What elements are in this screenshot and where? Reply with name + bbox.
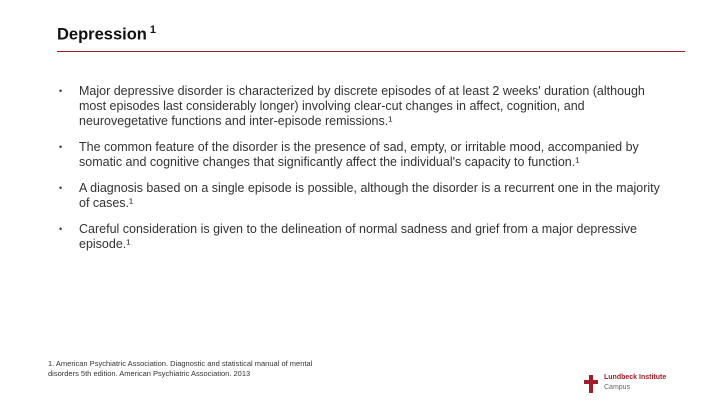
logo-subtext: Campus: [604, 384, 631, 391]
title-text: Depression: [57, 25, 147, 44]
logo-mark-icon: [584, 375, 598, 393]
title-divider: [57, 51, 685, 52]
footnote: [48, 359, 388, 379]
bullet-item: [57, 181, 667, 211]
bullet-item: [57, 222, 667, 252]
lundbeck-logo: [584, 374, 674, 396]
logo-text: Lundbeck Institute: [604, 374, 667, 381]
bullet-text: A diagnosis based on a single episode is possible, although the disorder is a recurrent one in the majority of cases.¹: [79, 181, 660, 210]
bullet-marker: •: [59, 86, 63, 96]
bullet-list: [57, 84, 667, 263]
bullet-marker: •: [59, 142, 63, 152]
bullet-text: The common feature of the disorder is the presence of sad, empty, or irritable mood, accompanied by somatic and cognitive changes that significantly affect the individual's capacity to function.¹: [79, 140, 639, 169]
bullet-marker: •: [59, 224, 63, 234]
bullet-item: [57, 84, 667, 129]
bullet-marker: •: [59, 183, 63, 193]
bullet-text: Major depressive disorder is characterized by discrete episodes of at least 2 weeks' duration (although most episodes last considerably longer) involving clear-cut changes in affect, cognition, and neurovegetative functions and inter-episode remissions.¹: [79, 84, 645, 128]
bullet-item: [57, 140, 667, 170]
page-title: [57, 24, 156, 45]
bullet-text: Careful consideration is given to the delineation of normal sadness and grief from a major depressive episode.¹: [79, 222, 637, 251]
footnote-line: 1. American Psychiatric Association. Diagnostic and statistical manual of mental: [48, 359, 313, 368]
footnote-line: disorders 5th edition. American Psychiatric Association. 2013: [48, 369, 251, 378]
title-footnote-marker: 1: [149, 24, 156, 36]
